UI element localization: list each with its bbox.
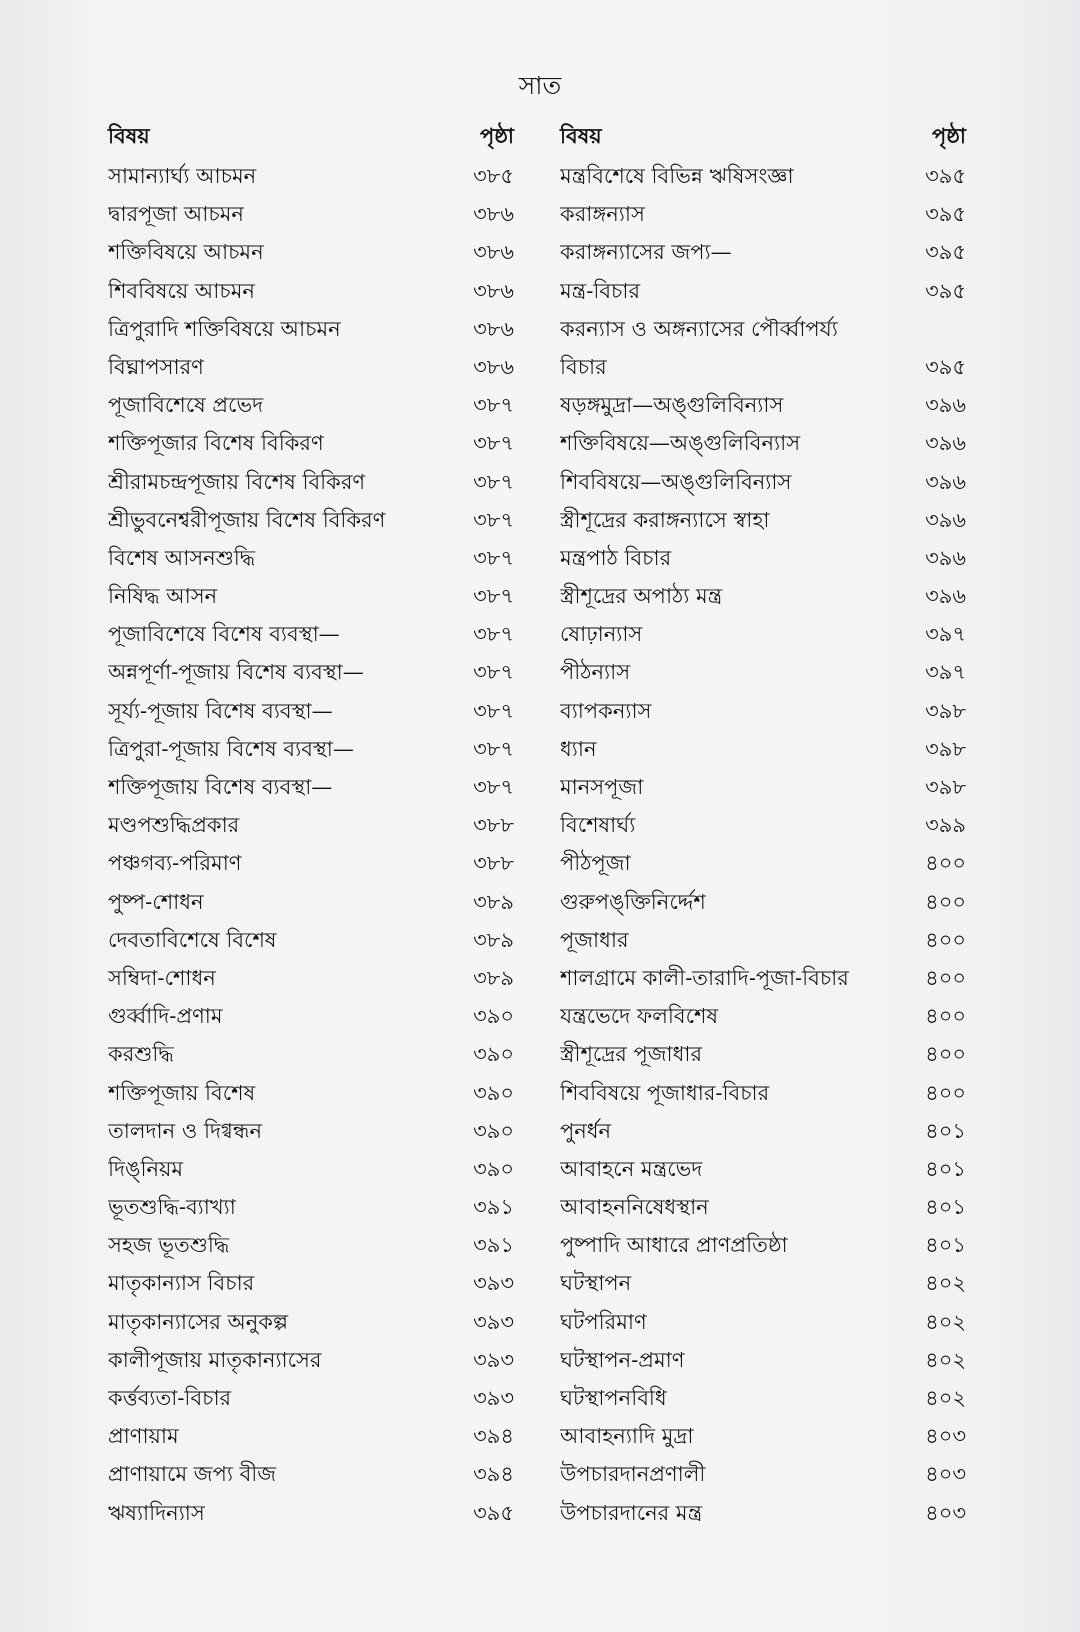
entry-topic: মন্ত্রবিশেষে বিভিন্ন ঋষিসংজ্ঞা bbox=[560, 164, 794, 188]
index-entry bbox=[560, 695, 966, 733]
index-entry bbox=[108, 1382, 514, 1420]
index-entry bbox=[560, 1458, 966, 1496]
index-entry bbox=[108, 618, 514, 656]
entry-topic: শক্তিপূজার বিশেষ বিকিরণ bbox=[108, 431, 324, 456]
index-entry bbox=[108, 847, 514, 885]
entry-topic: পুষ্প-শোধন bbox=[108, 889, 204, 914]
entry-topic: শালগ্রামে কালী-তারাদি-পূজা-বিচার bbox=[560, 965, 849, 990]
entry-topic: শক্তিবিষয়ে আচমন bbox=[108, 240, 264, 265]
entry-topic: মাতৃকান্যাস বিচার bbox=[108, 1271, 255, 1296]
entry-page-number: ৩৮৯ bbox=[473, 927, 514, 952]
entry-topic: শক্তিপূজায় বিশেষ ব্যবস্থা— bbox=[108, 775, 333, 799]
entry-page-number: ৩৮৫ bbox=[473, 164, 514, 188]
entry-topic: যন্ত্রভেদে ফলবিশেষ bbox=[560, 1004, 719, 1029]
entry-page-number: ৪০১ bbox=[925, 1233, 966, 1258]
entry-page-number: ৩৯৫ bbox=[925, 240, 966, 265]
entry-page-number: ৩৮৭ bbox=[473, 469, 514, 494]
entry-topic: ঋষ্যাদিন্যাস bbox=[108, 1500, 205, 1525]
entry-topic: ঘটস্থাপন bbox=[560, 1271, 632, 1296]
entry-page-number: ৪০০ bbox=[925, 1004, 966, 1029]
entry-topic: ঘটস্থাপনবিধি bbox=[560, 1386, 667, 1410]
entry-page-number: ৪০০ bbox=[925, 889, 966, 914]
index-entry bbox=[560, 1038, 966, 1076]
index-entry bbox=[560, 1267, 966, 1305]
entry-page-number: ৩৮৬ bbox=[473, 240, 514, 265]
entry-topic: ঘটপরিমাণ bbox=[560, 1309, 647, 1334]
page-header: পৃষ্ঠা bbox=[479, 123, 514, 148]
entry-page-number: ৩৯৬ bbox=[925, 545, 966, 570]
entry-page-number: ৩৯১ bbox=[473, 1233, 514, 1258]
index-entry bbox=[108, 351, 514, 389]
entry-page-number: ৩৮৭ bbox=[473, 584, 514, 609]
entry-topic: শিববিষয়ে—অঙ্গুলিবিন্যাস bbox=[560, 469, 792, 494]
entry-page-number: ৩৮৬ bbox=[473, 202, 514, 227]
entry-page-number: ৩৯৮ bbox=[925, 775, 966, 799]
entry-topic: ভূতশুদ্ধি-ব্যাখ্যা bbox=[108, 1195, 236, 1220]
entry-page-number: ৪০০ bbox=[925, 1080, 966, 1105]
entry-page-number: ৩৮৭ bbox=[473, 775, 514, 799]
index-entry bbox=[108, 1458, 514, 1496]
entry-topic: করন্যাস ও অঙ্গন্যাসের পৌর্ব্বাপর্য্য bbox=[560, 316, 838, 341]
entry-page-number: ৩৯৬ bbox=[925, 507, 966, 532]
entry-topic: শ্রীভুবনেশ্বরীপূজায় বিশেষ বিকিরণ bbox=[108, 507, 386, 532]
index-entry bbox=[560, 1153, 966, 1191]
index-entry bbox=[108, 962, 514, 1000]
entry-topic: পূজাবিশেষে প্রভেদ bbox=[108, 393, 264, 418]
index-entry bbox=[108, 504, 514, 542]
index-entry bbox=[108, 313, 514, 351]
index-entry bbox=[108, 771, 514, 809]
index-entry bbox=[108, 1420, 514, 1458]
entry-topic: বিচার bbox=[560, 354, 607, 379]
index-entry bbox=[108, 1153, 514, 1191]
entry-page-number: ৩৮৭ bbox=[473, 431, 514, 456]
entry-topic: করাঙ্গন্যাস bbox=[560, 202, 645, 227]
entry-page-number: ৩৯৮ bbox=[925, 736, 966, 761]
entry-page-number: ৩৯৫ bbox=[473, 1500, 514, 1525]
index-entry bbox=[108, 580, 514, 618]
entry-topic: সামান্যার্ঘ্য আচমন bbox=[108, 164, 257, 188]
index-entry bbox=[108, 1267, 514, 1305]
entry-topic: গুর্ব্বাদি-প্রণাম bbox=[108, 1004, 223, 1029]
index-entry bbox=[560, 656, 966, 694]
entry-page-number: ৩৯৪ bbox=[473, 1462, 514, 1487]
right-column-header bbox=[560, 120, 966, 160]
entry-topic: ব্যাপকন্যাস bbox=[560, 698, 652, 723]
entry-page-number: ৩৯১ bbox=[473, 1195, 514, 1220]
entry-page-number: ৩৯৩ bbox=[473, 1386, 514, 1410]
entry-page-number: ৩৯০ bbox=[473, 1118, 514, 1143]
entry-topic: আবাহন্যাদি মুদ্রা bbox=[560, 1424, 694, 1449]
index-entry bbox=[560, 924, 966, 962]
entry-topic: স্ত্রীশূদ্রের অপাঠ্য মন্ত্র bbox=[560, 584, 723, 609]
index-entry bbox=[108, 1497, 514, 1535]
index-entry bbox=[560, 1382, 966, 1420]
index-entry bbox=[560, 313, 966, 351]
index-entry bbox=[108, 656, 514, 694]
entry-topic: শিববিষয়ে আচমন bbox=[108, 278, 255, 303]
entry-topic: শিববিষয়ে পূজাধার-বিচার bbox=[560, 1080, 770, 1105]
entry-topic: মন্ত্র-বিচার bbox=[560, 278, 641, 303]
entry-page-number: ৩৮৯ bbox=[473, 889, 514, 914]
entry-topic: পুষ্পাদি আধারে প্রাণপ্রতিষ্ঠা bbox=[560, 1233, 788, 1258]
index-entry bbox=[108, 1077, 514, 1115]
index-entry bbox=[108, 695, 514, 733]
index-entry bbox=[108, 809, 514, 847]
entry-topic: ধ্যান bbox=[560, 736, 597, 761]
entry-topic: প্রাণায়ামে জপ্য বীজ bbox=[108, 1462, 277, 1487]
index-entry bbox=[108, 1229, 514, 1267]
right-entries bbox=[560, 160, 966, 1535]
entry-topic: উপচারদানপ্রণালী bbox=[560, 1462, 706, 1487]
index-entry bbox=[560, 1115, 966, 1153]
entry-page-number: ৩৮৭ bbox=[473, 622, 514, 647]
entry-page-number: ৪০২ bbox=[925, 1271, 966, 1296]
entry-page-number: ৩৯৬ bbox=[925, 431, 966, 456]
entry-page-number: ৩৯৬ bbox=[925, 469, 966, 494]
entry-page-number: ৩৮৭ bbox=[473, 545, 514, 570]
entry-topic: বিশেষার্ঘ্য bbox=[560, 813, 636, 838]
left-column-header bbox=[108, 120, 514, 160]
entry-topic: অন্নপূর্ণা-পূজায় বিশেষ ব্যবস্থা— bbox=[108, 660, 364, 685]
index-entry bbox=[108, 466, 514, 504]
page-title: সাত bbox=[518, 71, 562, 100]
index-entry bbox=[560, 542, 966, 580]
entry-topic: বিঘ্নাপসারণ bbox=[108, 354, 204, 379]
entry-page-number: ৩৯৬ bbox=[925, 584, 966, 609]
index-entry bbox=[560, 504, 966, 542]
index-entry bbox=[560, 1077, 966, 1115]
index-entry bbox=[560, 809, 966, 847]
entry-page-number: ৩৯৭ bbox=[925, 660, 966, 685]
entry-topic: করশুদ্ধি bbox=[108, 1042, 174, 1067]
entry-topic: করাঙ্গন্যাসের জপ্য— bbox=[560, 240, 732, 265]
entry-topic: মাতৃকান্যাসের অনুকল্প bbox=[108, 1309, 288, 1334]
index-entry bbox=[108, 1191, 514, 1229]
entry-page-number: ৩৯৫ bbox=[925, 278, 966, 303]
entry-topic: পঞ্চগব্য-পরিমাণ bbox=[108, 851, 242, 876]
left-column bbox=[108, 120, 514, 1535]
entry-page-number: ৩৮৯ bbox=[473, 965, 514, 990]
index-entry bbox=[560, 733, 966, 771]
entry-page-number: ৩৮৬ bbox=[473, 278, 514, 303]
index-entry bbox=[108, 236, 514, 274]
index-entry bbox=[560, 886, 966, 924]
entry-topic: পুনর্ধন bbox=[560, 1118, 612, 1143]
index-entry bbox=[560, 198, 966, 236]
entry-page-number: ৪০০ bbox=[925, 927, 966, 952]
entry-page-number: ৩৮৭ bbox=[473, 698, 514, 723]
entry-page-number: ৪০৩ bbox=[925, 1424, 966, 1449]
index-entry bbox=[560, 466, 966, 504]
index-entry bbox=[560, 275, 966, 313]
entry-page-number: ৩৯৮ bbox=[925, 698, 966, 723]
topic-header: বিষয় bbox=[108, 123, 150, 148]
entry-page-number: ৩৯৩ bbox=[473, 1347, 514, 1372]
entry-page-number: ৩৯৫ bbox=[925, 354, 966, 379]
entry-page-number: ৩৮৮ bbox=[473, 813, 514, 838]
entry-page-number: ৪০২ bbox=[925, 1386, 966, 1410]
entry-page-number: ৩৯৬ bbox=[925, 393, 966, 418]
entry-topic: আবাহননিষেধস্থান bbox=[560, 1195, 709, 1220]
entry-topic: শক্তিপূজায় বিশেষ bbox=[108, 1080, 256, 1105]
entry-topic: প্রাণায়াম bbox=[108, 1424, 179, 1449]
entry-page-number: ৪০১ bbox=[925, 1118, 966, 1143]
entry-page-number: ৩৯৪ bbox=[473, 1424, 514, 1449]
entry-page-number: ৩৯৭ bbox=[925, 622, 966, 647]
entry-page-number: ৩৮৮ bbox=[473, 851, 514, 876]
index-entry bbox=[560, 427, 966, 465]
entry-topic: ষোঢ়ান্যাস bbox=[560, 622, 643, 647]
entry-page-number: ৩৮৭ bbox=[473, 736, 514, 761]
entry-topic: সহজ ভূতশুদ্ধি bbox=[108, 1233, 230, 1258]
index-entry bbox=[560, 351, 966, 389]
entry-page-number: ৩৯০ bbox=[473, 1080, 514, 1105]
index-entry bbox=[560, 1000, 966, 1038]
index-entry bbox=[108, 389, 514, 427]
index-entry bbox=[108, 275, 514, 313]
index-entry bbox=[108, 924, 514, 962]
entry-topic: পূজাধার bbox=[560, 927, 629, 952]
entry-page-number: ৩৯৩ bbox=[473, 1309, 514, 1334]
entry-topic: আবাহনে মন্ত্রভেদ bbox=[560, 1156, 703, 1181]
entry-topic: শ্রীরামচন্দ্রপূজায় বিশেষ বিকিরণ bbox=[108, 469, 366, 494]
entry-topic: পীঠন্যাস bbox=[560, 660, 631, 685]
index-entry bbox=[108, 1344, 514, 1382]
index-entry bbox=[560, 1344, 966, 1382]
entry-page-number: ৪০০ bbox=[925, 965, 966, 990]
entry-page-number: ৩৯৫ bbox=[925, 164, 966, 188]
index-entry bbox=[108, 1306, 514, 1344]
entry-topic: তালদান ও দিগ্বন্ধন bbox=[108, 1118, 262, 1143]
entry-page-number: ৩৯০ bbox=[473, 1156, 514, 1181]
entry-page-number: ৩৮৭ bbox=[473, 660, 514, 685]
entry-topic: পীঠপূজা bbox=[560, 851, 631, 876]
index-entry bbox=[108, 1000, 514, 1038]
entry-page-number: ৩৯০ bbox=[473, 1004, 514, 1029]
index-entry bbox=[560, 580, 966, 618]
index-entry bbox=[108, 886, 514, 924]
entry-page-number: ৩৮৭ bbox=[473, 393, 514, 418]
index-entry bbox=[108, 427, 514, 465]
index-entry bbox=[108, 160, 514, 198]
page-header: পৃষ্ঠা bbox=[931, 123, 966, 148]
index-entry bbox=[560, 847, 966, 885]
entry-page-number: ৪০৩ bbox=[925, 1462, 966, 1487]
entry-page-number: ৪০১ bbox=[925, 1156, 966, 1181]
entry-topic: ত্রিপুরা-পূজায় বিশেষ ব্যবস্থা— bbox=[108, 736, 354, 761]
entry-topic: মানসপূজা bbox=[560, 775, 644, 799]
entry-topic: পূজাবিশেষে বিশেষ ব্যবস্থা— bbox=[108, 622, 340, 647]
entry-topic: দিঙ্‌নিয়ম bbox=[108, 1156, 184, 1181]
entry-topic: সূর্য্য-পূজায় বিশেষ ব্যবস্থা— bbox=[108, 698, 333, 723]
index-entry bbox=[560, 1497, 966, 1535]
index-entry bbox=[108, 1038, 514, 1076]
index-entry bbox=[108, 542, 514, 580]
entry-topic: সম্বিদা-শোধন bbox=[108, 965, 216, 990]
index-entry bbox=[560, 1420, 966, 1458]
entry-topic: নিষিদ্ধ আসন bbox=[108, 584, 218, 609]
entry-page-number: ৪০১ bbox=[925, 1195, 966, 1220]
index-entry bbox=[560, 962, 966, 1000]
index-entry bbox=[560, 618, 966, 656]
entry-page-number: ৩৯০ bbox=[473, 1042, 514, 1067]
index-entry bbox=[560, 1306, 966, 1344]
index-entry bbox=[560, 236, 966, 274]
left-entries bbox=[108, 160, 514, 1535]
entry-topic: মণ্ডপশুদ্ধিপ্রকার bbox=[108, 813, 240, 838]
entry-topic: দেবতাবিশেষে বিশেষ bbox=[108, 927, 277, 952]
right-column bbox=[560, 120, 966, 1535]
entry-page-number: ৪০০ bbox=[925, 1042, 966, 1067]
entry-page-number: ৩৯৫ bbox=[925, 202, 966, 227]
entry-topic: স্ত্রীশূদ্রের করাঙ্গন্যাসে স্বাহা bbox=[560, 507, 770, 532]
index-entry bbox=[108, 1115, 514, 1153]
entry-topic: ঘটস্থাপন-প্রমাণ bbox=[560, 1347, 685, 1372]
entry-page-number: ৩৮৭ bbox=[473, 507, 514, 532]
entry-topic: উপচারদানের মন্ত্র bbox=[560, 1500, 703, 1525]
entry-page-number: ৪০৩ bbox=[925, 1500, 966, 1525]
index-entry bbox=[560, 771, 966, 809]
index-entry bbox=[108, 733, 514, 771]
entry-page-number: ৪০০ bbox=[925, 851, 966, 876]
entry-topic: বিশেষ আসনশুদ্ধি bbox=[108, 545, 256, 570]
entry-topic: দ্বারপূজা আচমন bbox=[108, 202, 244, 227]
entry-page-number: ৪০২ bbox=[925, 1347, 966, 1372]
topic-header: বিষয় bbox=[560, 123, 602, 148]
index-entry bbox=[560, 160, 966, 198]
entry-topic: ত্রিপুরাদি শক্তিবিষয়ে আচমন bbox=[108, 316, 341, 341]
entry-topic: কর্ত্তব্যতা-বিচার bbox=[108, 1386, 232, 1410]
index-entry bbox=[560, 1191, 966, 1229]
index-entry bbox=[560, 1229, 966, 1267]
entry-page-number: ৩৮৬ bbox=[473, 354, 514, 379]
entry-page-number: ৩৮৬ bbox=[473, 316, 514, 341]
entry-page-number: ৩৯৯ bbox=[925, 813, 966, 838]
entry-topic: মন্ত্রপাঠ বিচার bbox=[560, 545, 672, 570]
entry-topic: কালীপূজায় মাতৃকান্যাসের bbox=[108, 1347, 322, 1372]
entry-topic: ষড়ঙ্গমুদ্রা—অঙ্গুলিবিন্যাস bbox=[560, 393, 784, 418]
entry-topic: গুরুপঙ্‌ক্তিনির্দ্দেশ bbox=[560, 889, 706, 914]
index-entry bbox=[108, 198, 514, 236]
entry-page-number: ৩৯৩ bbox=[473, 1271, 514, 1296]
entry-topic: শক্তিবিষয়ে—অঙ্গুলিবিন্যাস bbox=[560, 431, 801, 456]
entry-topic: স্ত্রীশূদ্রের পূজাধার bbox=[560, 1042, 703, 1067]
index-entry bbox=[560, 389, 966, 427]
entry-page-number: ৪০২ bbox=[925, 1309, 966, 1334]
